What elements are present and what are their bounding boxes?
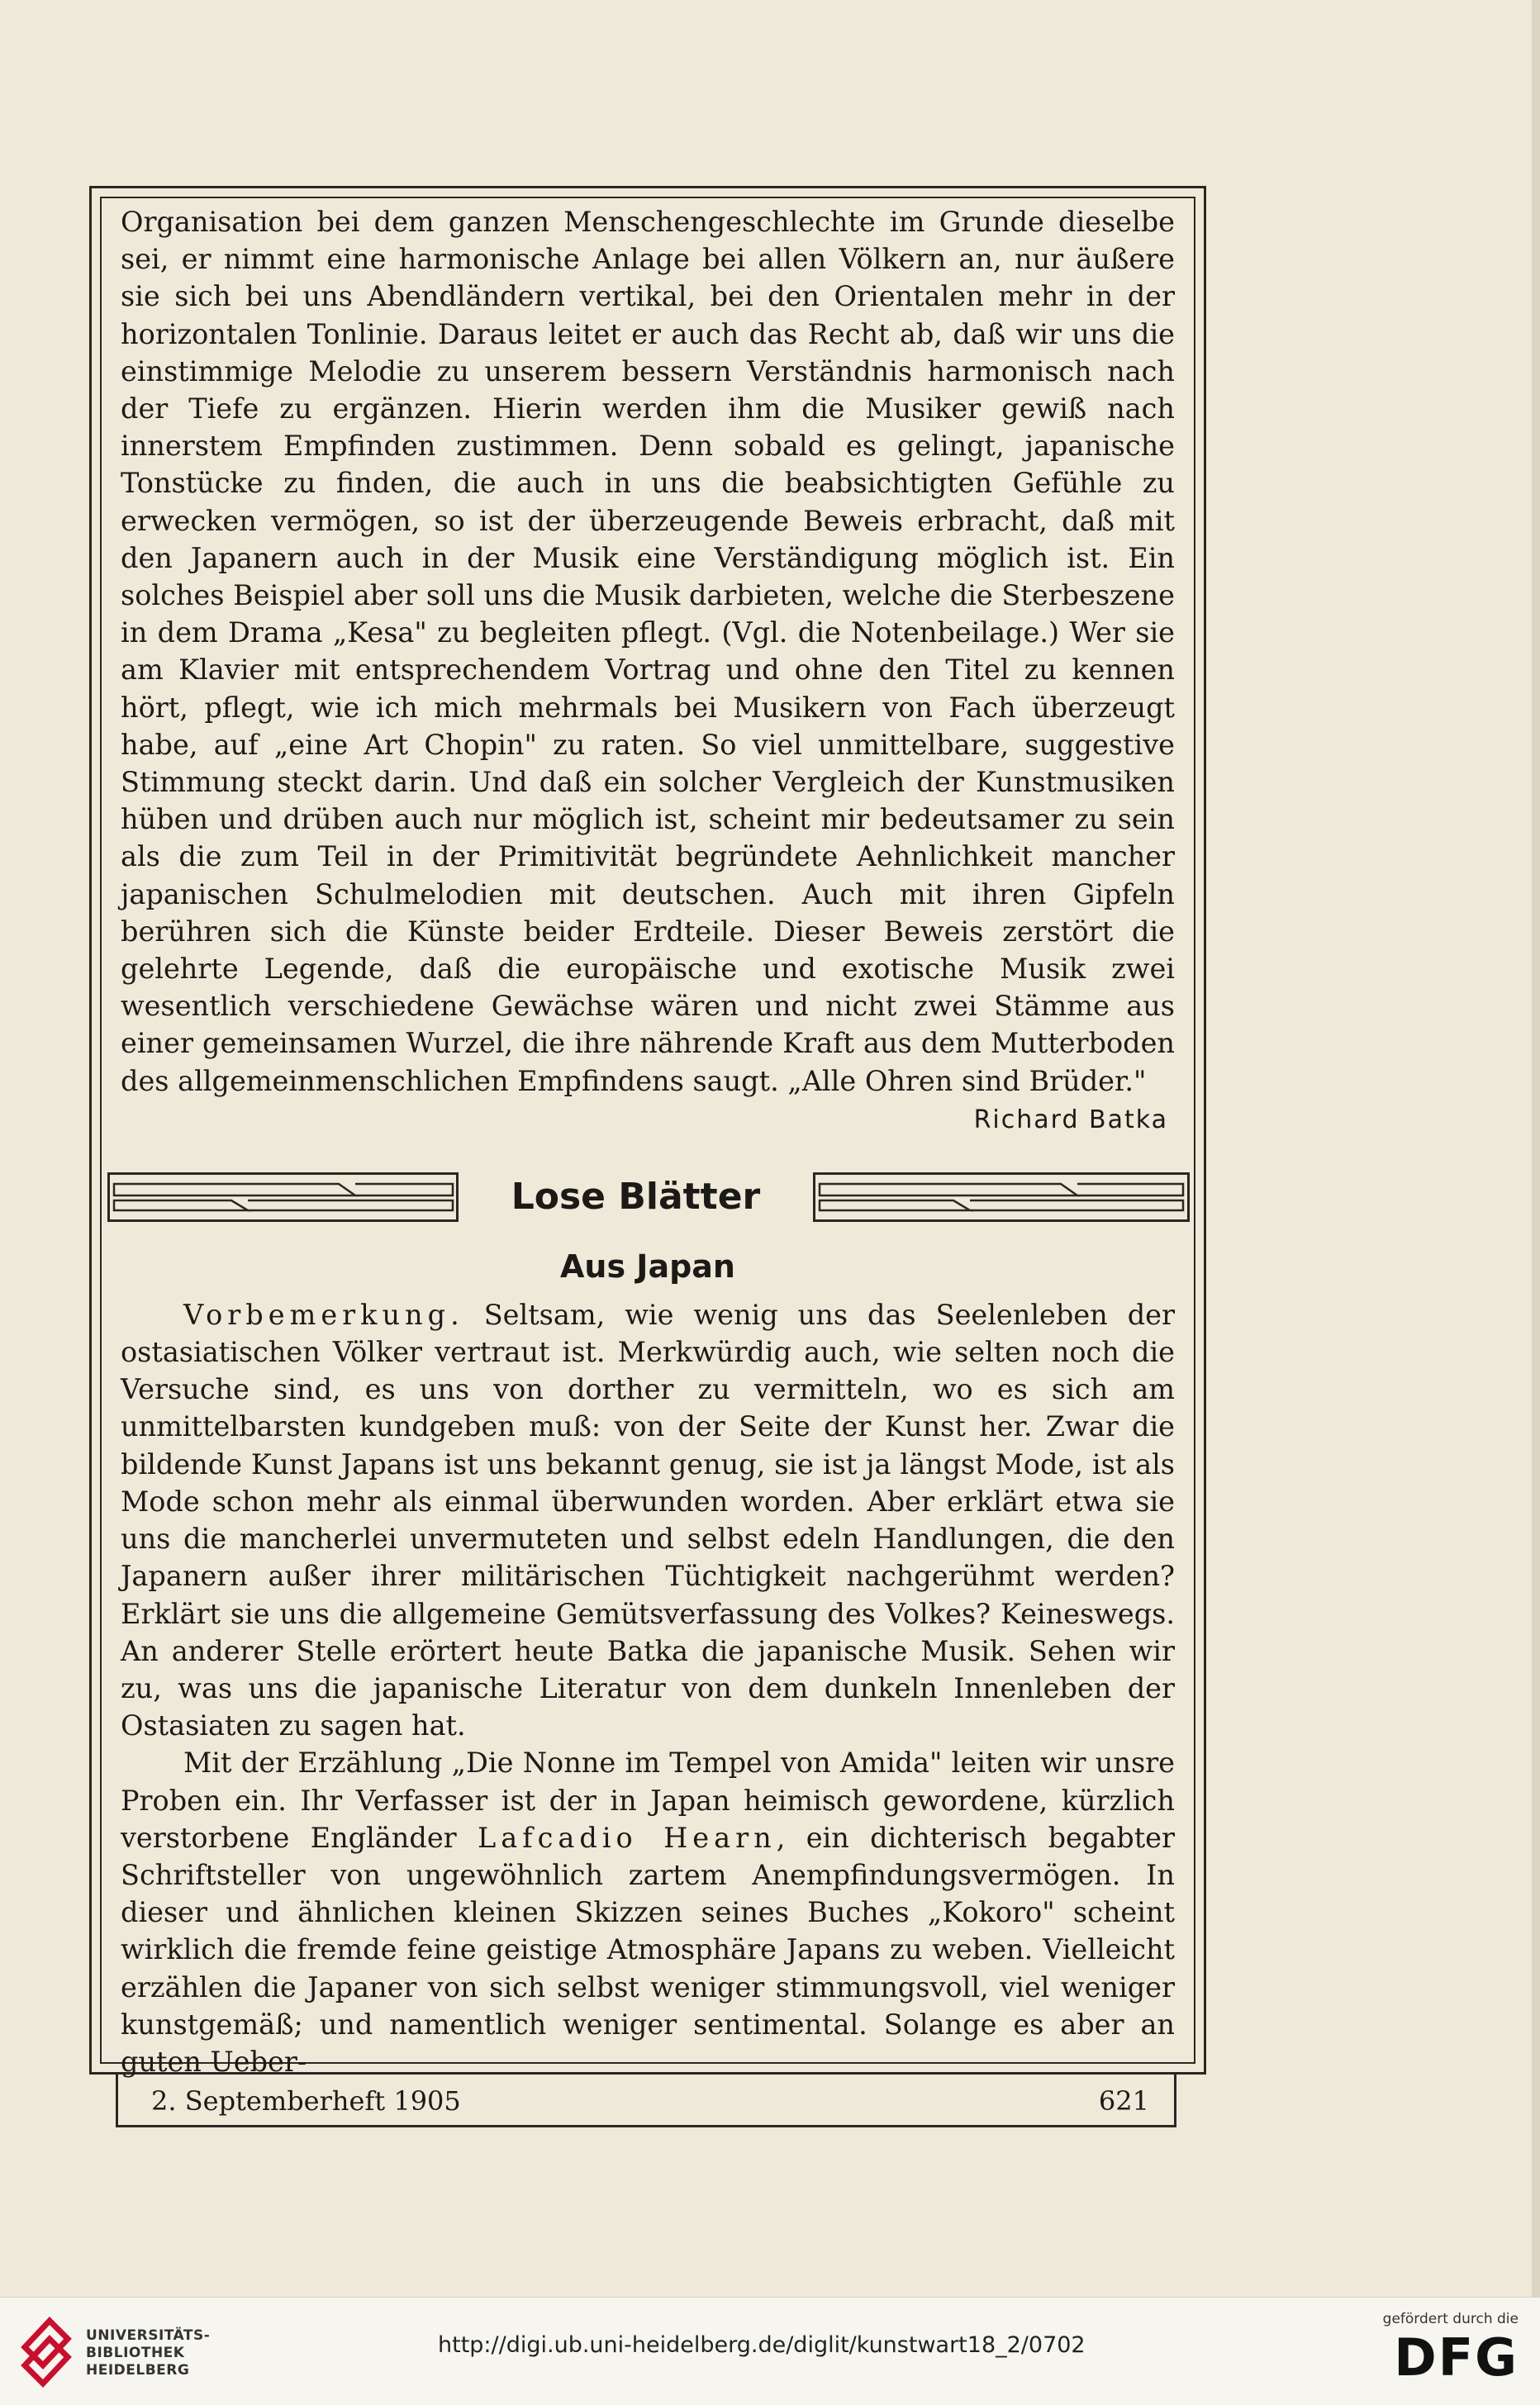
viewer-footer-bar [0, 2297, 1540, 2405]
article-batka-text: Organisation bei dem ganzen Menschengeschlechte im Grunde dieselbe sei, er nimmt eine harmonische Anlage bei allen Völkern an, nur äußere sie sich bei uns Abendländern vertikal, bei den Orientalen mehr in der horizontalen Tonlinie. Daraus leitet er auch das Recht ab, daß wir uns die einstimmige Melodie zu unserem bessern Verständnis harmonisch nach der Tiefe zu ergänzen. Hierin werden ihm die Musiker gewiß nach innerstem Empfinden zustimmen. Denn sobald es gelingt, japanische Tonstücke zu finden, die auch in uns die beabsichtigten Gefühle zu erwecken vermögen, so ist der überzeugende Beweis erbracht, daß mit den Japanern auch in der Musik eine Verständigung möglich ist. Ein solches Beispiel aber soll uns die Musik darbieten, welche die Sterbeszene in dem Drama „Kesa" zu begleiten pflegt. (Vgl. die Notenbeilage.) Wer sie am Klavier mit entsprechendem Vortrag und ohne den Titel zu kennen hört, pflegt, wie ich mich mehrmals bei Musikern von Fach überzeugt habe, auf „eine Art Chopin" zu raten. So viel unmittelbare, suggestive Stimmung steckt darin. Und daß ein solcher Vergleich der Kunstmusiken hüben und drüben auch nur möglich ist, scheint mir bedeutsamer zu sein als die zum Teil in der Primitivität begründete Aehnlichkeit mancher japanischen Schulmelodien mit deutschen. Auch mit ihren Gipfeln berühren sich die Künste beider Erdteile. Dieser Beweis zerstört die gelehrte Legende, daß die europäische und exotische Musik zwei wesentlich verschiedene Gewächse wären und nicht zwei Stämme aus einer gemeinsamen Wurzel, die ihre nährende Kraft aus dem Mutterboden des allgemeinmenschlichen Empfindens saugt. „Alle Ohren sind Brüder." [121, 206, 1175, 1097]
paragraph-1-text: Seltsam, wie wenig uns das Seelenleben der ostasiatischen Völker vertraut ist. Merkwürdig auch, wie selten noch die Versuche sind, es uns von dorther zu vermitteln, wo es sich am unmittelbarsten kundgeben muß: von der Seite der Kunst her. Zwar die bildende Kunst Japans ist uns bekannt genug, sie ist ja längst Mode, ist als Mode schon mehr als einmal überwunden worden. Aber erklärt etwa sie uns die mancherlei unvermuteten und selbst edeln Handlungen, die den Japanern außer ihrer militärischen Tüchtigkeit nachgerühmt werden? Erklärt sie uns die allgemeine Gemütsverfassung des Volkes? Keineswegs. An anderer Stelle erörtert heute Batka die japanische Musik. Sehen wir zu, was uns die japanische Literatur von dem dunkeln Innenleben der Ostasiaten zu sagen hat. [121, 1298, 1175, 1742]
permalink-url[interactable]: http://digi.ub.uni-heidelberg.de/diglit/kunstwart18_2/0702 [438, 2332, 1086, 2358]
dfg-logo: DFG [1394, 2327, 1519, 2388]
library-name: UNIVERSITÄTS- BIBLIOTHEK HEIDELBERG [86, 2327, 211, 2379]
page-number: 621 [1098, 2085, 1149, 2117]
page-edge [1532, 0, 1540, 2297]
article-japan-paragraph-1 [121, 1296, 1175, 1744]
issue-label: 2. Septemberheft 1905 [151, 2085, 461, 2117]
author-signature: Richard Batka [973, 1105, 1168, 1134]
page-footer [116, 2075, 1176, 2127]
paragraph-2-text-a: Mit der Erzählung „Die Nonne im Tempel von Amida" leiten wir unsre Proben ein. Ihr Verfasser ist der in Japan heimisch gewordene, kürzlich verstorbene Engländer [121, 1747, 1175, 1854]
section-subtitle: Aus Japan [560, 1248, 735, 1285]
banner-ornament-left [107, 1172, 459, 1222]
banner-ornament-right [813, 1172, 1190, 1222]
article-japan-paragraph-2 [121, 1744, 1175, 2080]
paragraph-2-text-b: , ein dichterisch begabter Schriftsteller von ungewöhnlich zartem Anempfindungsvermögen. In dieser und ähnlichen kleinen Skizzen seines Buches „Kokoro" scheint wirklich die fremde feine geistige Atmosphäre Japans zu weben. Vielleicht erzählen die Japaner von sich selbst weniger stimmungsvoll, viel weniger kunstgemäß; und namentlich weniger sentimental. Solange es aber an guten Ueber- [121, 1821, 1176, 2078]
library-logo[interactable] [17, 2314, 211, 2388]
section-banner [107, 1157, 1190, 1237]
funder-logo [1353, 2309, 1519, 2395]
lead-word: Vorbemerkung. [183, 1298, 464, 1331]
funding-note: gefördert durch die [1382, 2311, 1519, 2327]
text-column [121, 203, 1175, 2080]
library-logo-icon [17, 2314, 76, 2388]
author-name-hearn: Lafcadio Hearn [478, 1821, 777, 1854]
section-title: Lose Blätter [511, 1175, 761, 1218]
